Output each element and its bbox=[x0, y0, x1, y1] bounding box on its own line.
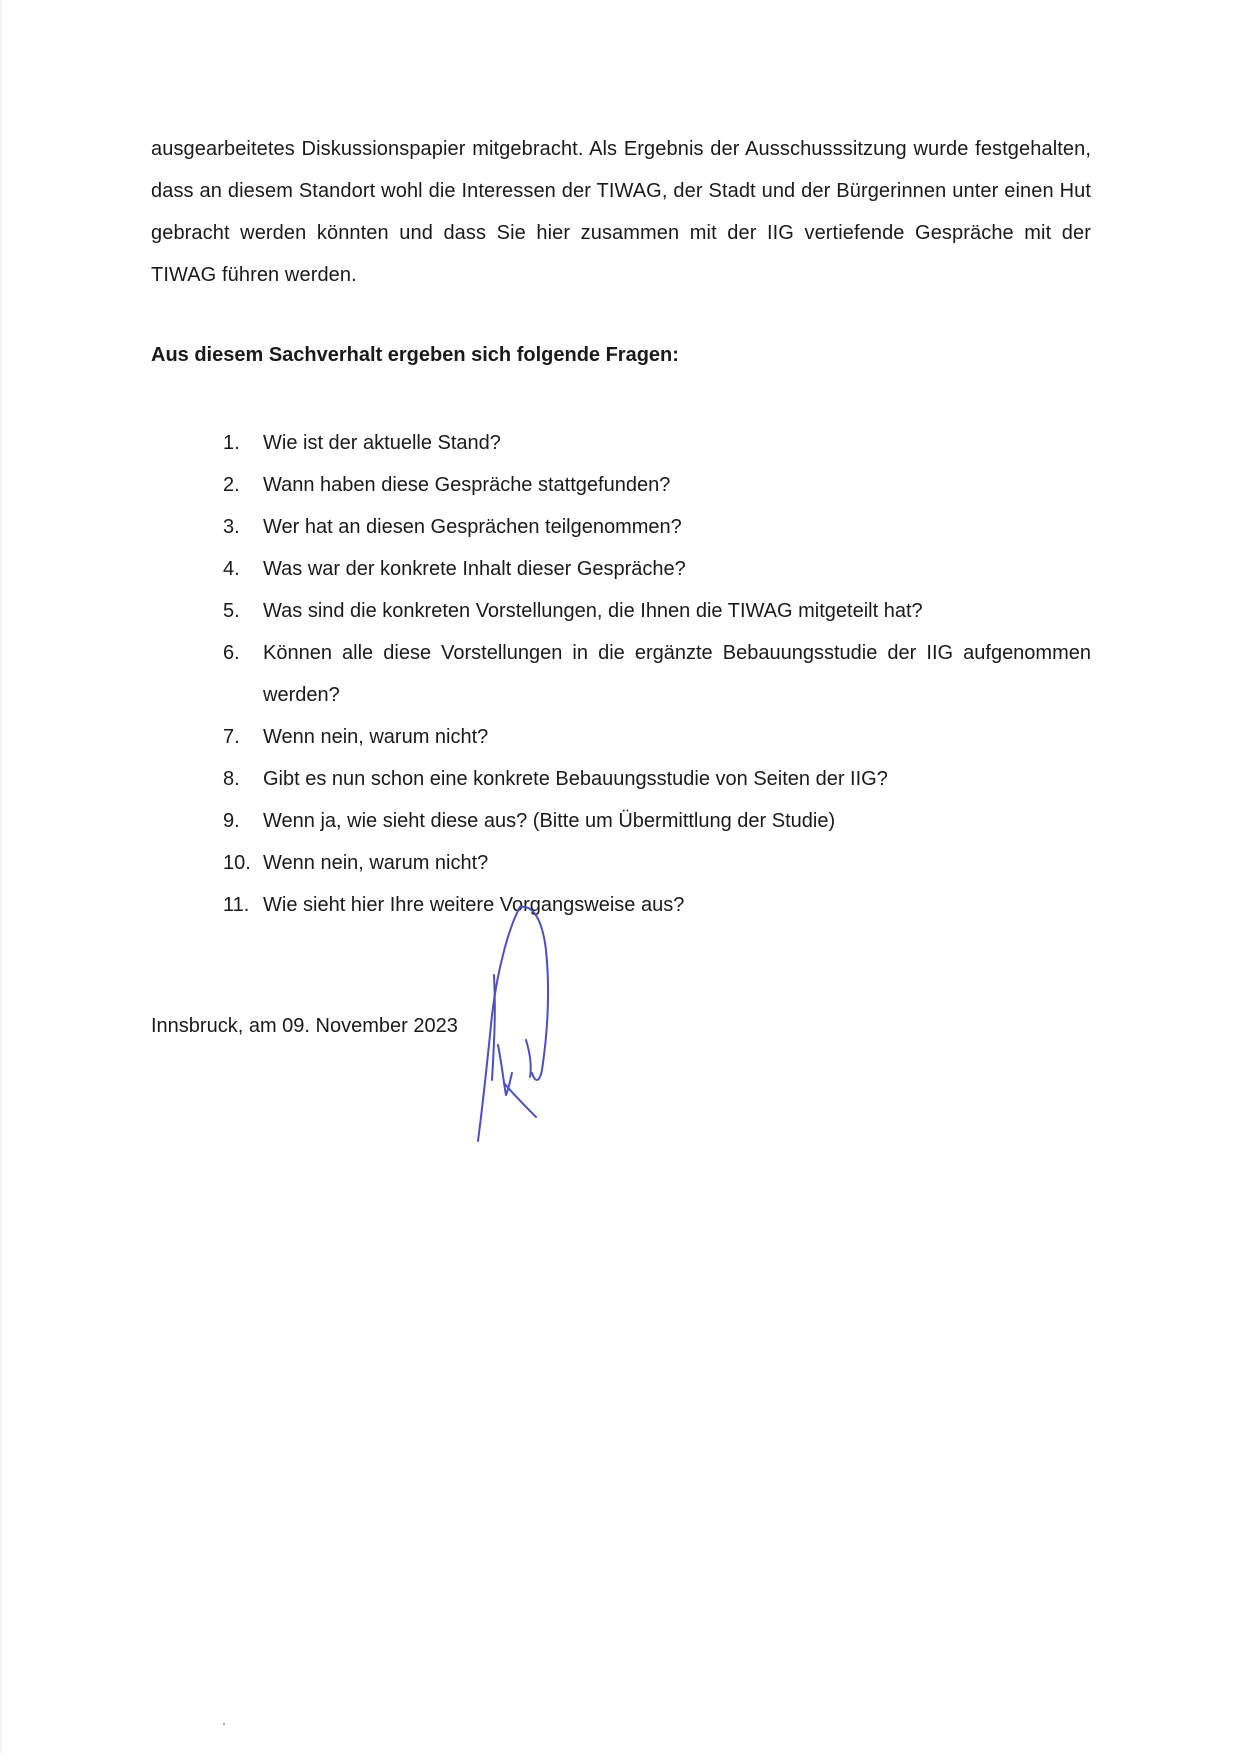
list-item bbox=[223, 548, 1091, 590]
list-item-number: 7. bbox=[223, 726, 240, 748]
list-item-number: 10. bbox=[223, 852, 251, 874]
list-item bbox=[223, 884, 1091, 926]
list-item bbox=[223, 590, 1091, 632]
list-item-number: 1. bbox=[223, 432, 240, 454]
handwritten-signature bbox=[470, 895, 580, 1145]
list-item-text: Wenn ja, wie sieht diese aus? (Bitte um Übermittlung der Studie) bbox=[263, 810, 836, 832]
list-item-text: Was sind die konkreten Vorstellungen, die Ihnen die TIWAG mitgeteilt hat? bbox=[263, 600, 923, 622]
list-item-number: 3. bbox=[223, 516, 240, 538]
list-item bbox=[223, 632, 1091, 716]
list-item bbox=[223, 800, 1091, 842]
list-item-text: Wenn nein, warum nicht? bbox=[263, 726, 489, 748]
questions-list bbox=[223, 422, 1091, 926]
list-item-text: Können alle diese Vorstellungen in die ergänzte Bebauungsstudie der IIG aufgenommen werden? bbox=[263, 642, 1091, 706]
list-item bbox=[223, 758, 1091, 800]
scan-edge bbox=[0, 0, 3, 1753]
list-item-number: 9. bbox=[223, 810, 240, 832]
list-item bbox=[223, 464, 1091, 506]
list-item-text: Gibt es nun schon eine konkrete Bebauungsstudie von Seiten der IIG? bbox=[263, 768, 888, 790]
list-item-number: 6. bbox=[223, 642, 240, 664]
list-item bbox=[223, 422, 1091, 464]
body-paragraph: ausgearbeitetes Diskussionspapier mitgebracht. Als Ergebnis der Ausschusssitzung wurde festgehalten, dass an diesem Standort wohl die Interessen der TIWAG, der Stadt und der Bürgerinnen unter einen Hut gebracht werden könnten und dass Sie hier zusammen mit der IIG vertiefende Gespräche mit der TIWAG führen werden. bbox=[151, 138, 1091, 286]
list-item-text: Wann haben diese Gespräche stattgefunden? bbox=[263, 474, 671, 496]
list-item-text: Wie sieht hier Ihre weitere Vorgangsweise aus? bbox=[263, 894, 685, 916]
list-item-text: Wer hat an diesen Gesprächen teilgenommen? bbox=[263, 516, 682, 538]
list-item-number: 8. bbox=[223, 768, 240, 790]
list-item-number: 11. bbox=[223, 894, 250, 916]
place-and-date: Innsbruck, am 09. November 2023 bbox=[151, 1015, 458, 1037]
list-item-number: 2. bbox=[223, 474, 240, 496]
list-item bbox=[223, 506, 1091, 548]
list-item-number: 4. bbox=[223, 558, 240, 580]
scan-artifact-dot bbox=[223, 1723, 225, 1725]
list-item bbox=[223, 842, 1091, 884]
list-item-text: Was war der konkrete Inhalt dieser Gespräche? bbox=[263, 558, 686, 580]
list-item bbox=[223, 716, 1091, 758]
list-item-number: 5. bbox=[223, 600, 240, 622]
questions-heading: Aus diesem Sachverhalt ergeben sich folgende Fragen: bbox=[151, 344, 679, 366]
list-item-text: Wie ist der aktuelle Stand? bbox=[263, 432, 501, 454]
list-item-text: Wenn nein, warum nicht? bbox=[263, 852, 489, 874]
